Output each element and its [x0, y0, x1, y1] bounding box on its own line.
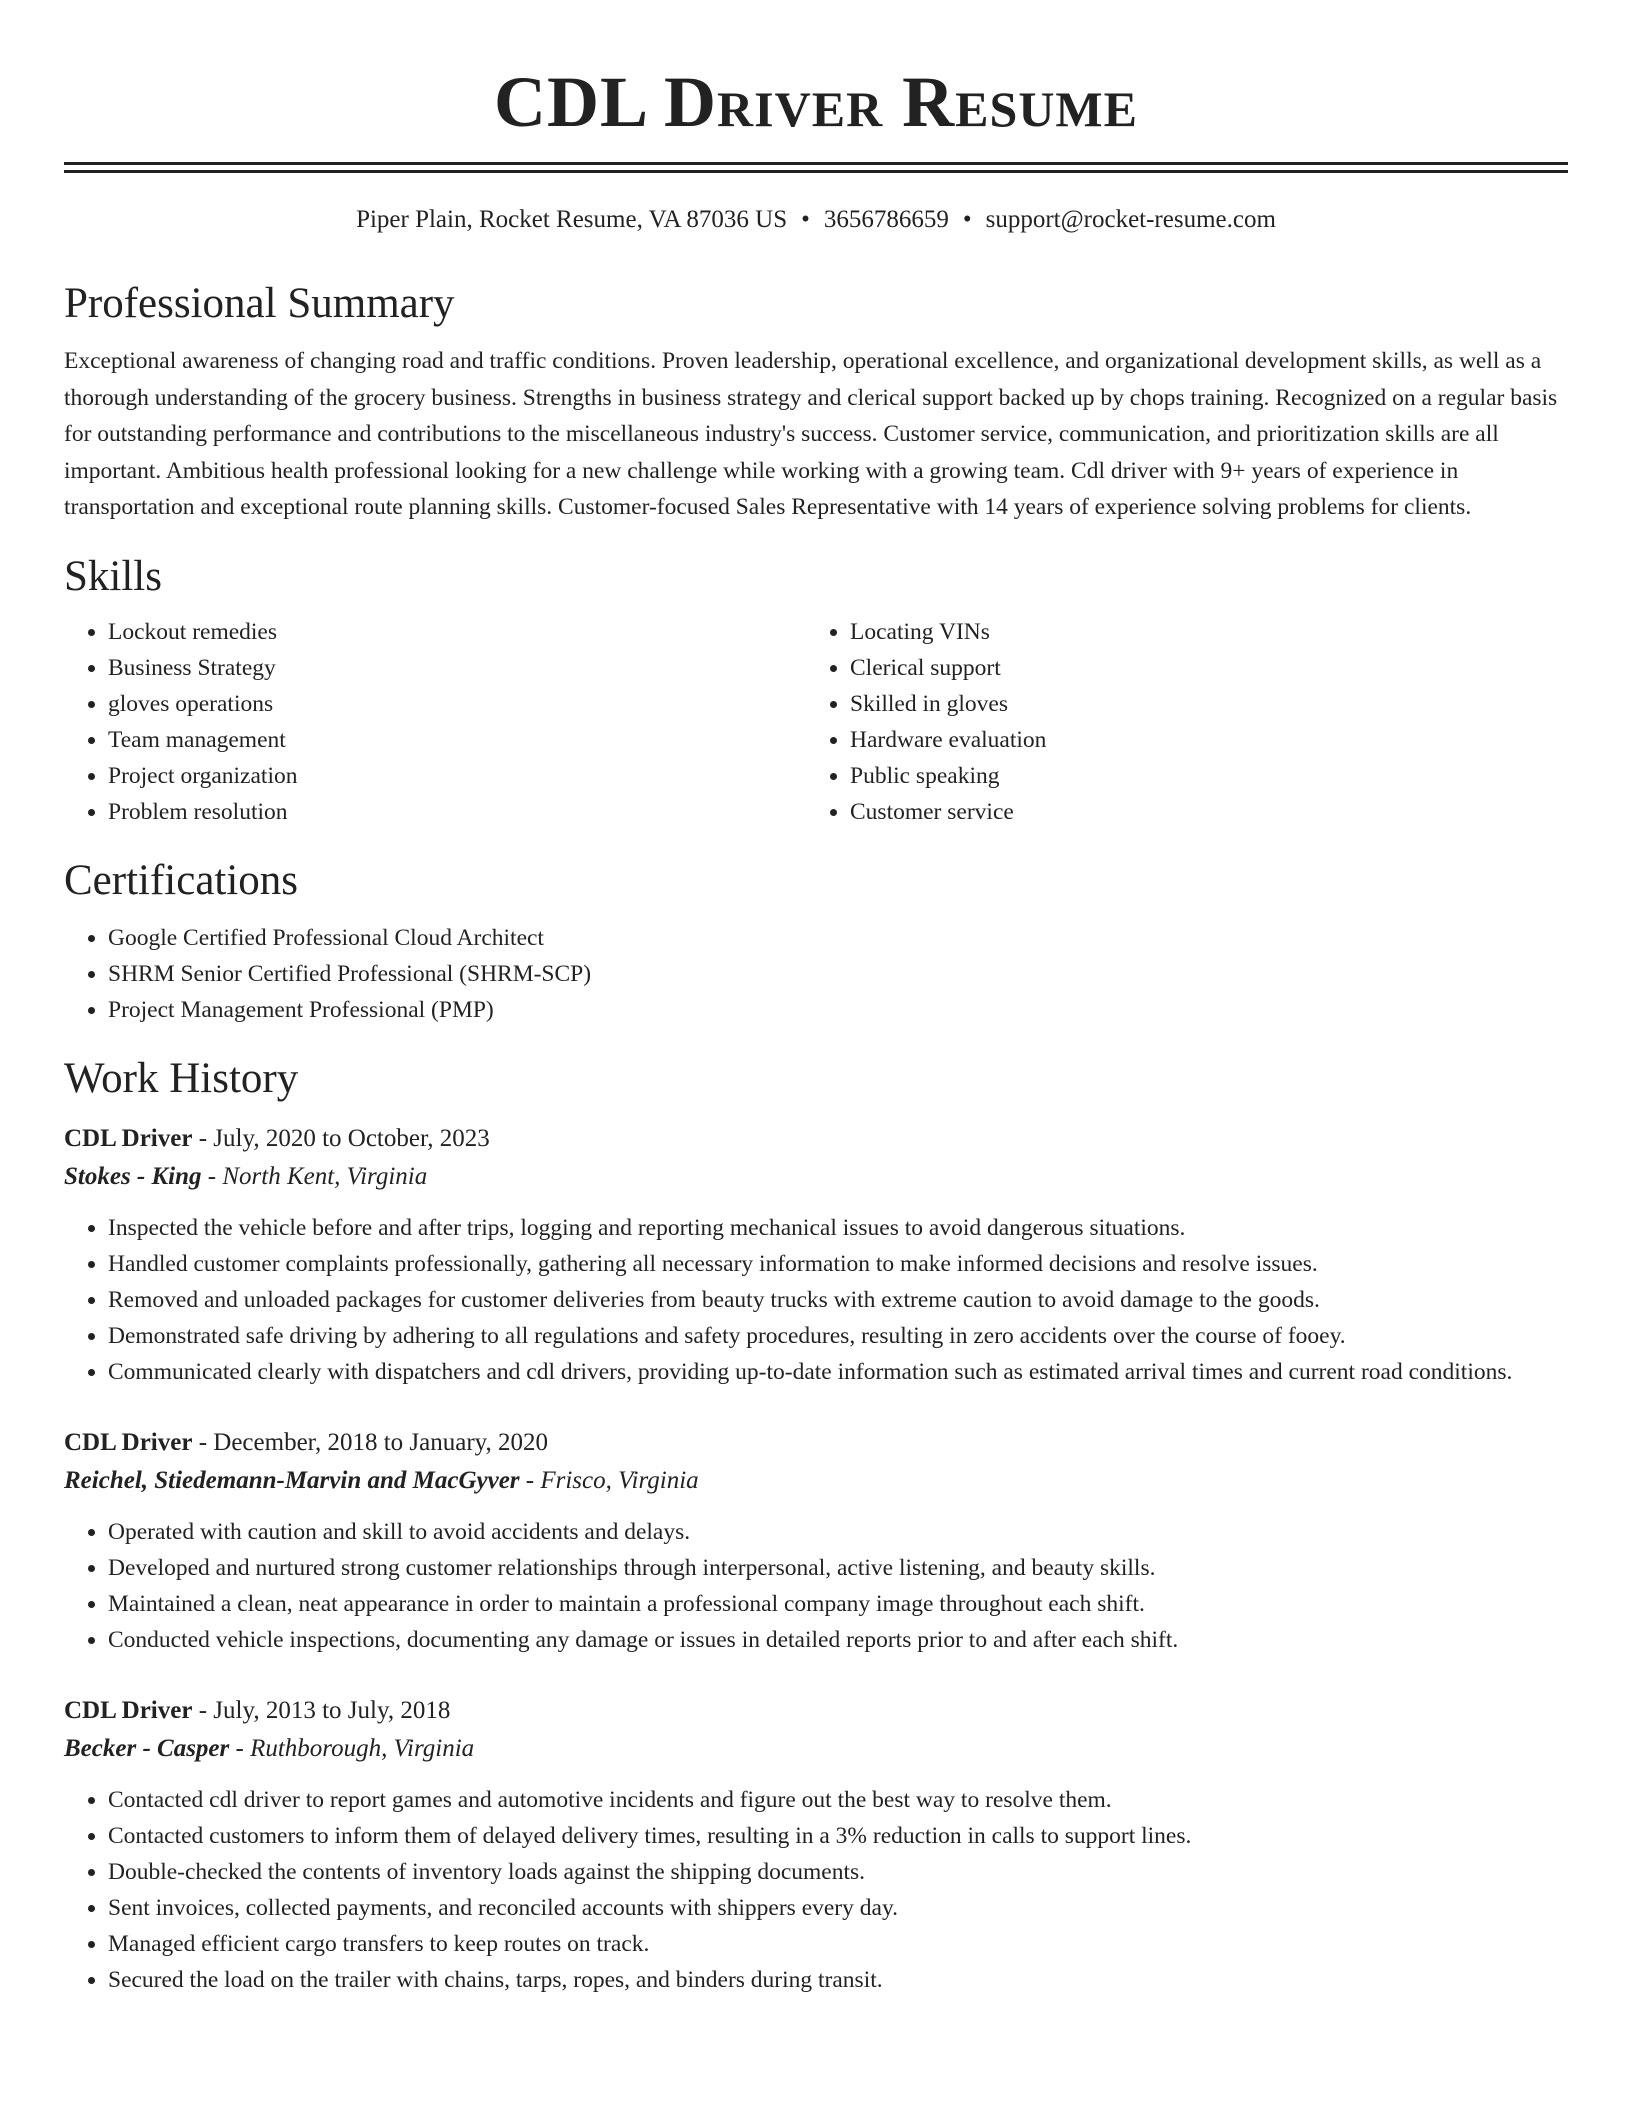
contact-address: Piper Plain, Rocket Resume, VA 87036 US [356, 206, 788, 233]
job-title: CDL Driver [64, 1124, 193, 1152]
job-company-line [64, 1730, 1568, 1768]
contact-email: support@rocket-resume.com [985, 206, 1276, 233]
job-title-line [64, 1120, 1568, 1158]
certification-item: • SHRM Senior Certified Professional (SHRM-SCP) [108, 956, 1568, 992]
job-duty: • Double-checked the contents of inventory loads against the shipping documents. [108, 1854, 1568, 1890]
skills-column-left [64, 614, 806, 830]
job-location: - Frisco, Virginia [519, 1466, 699, 1494]
job-location: - Ruthborough, Virginia [229, 1734, 475, 1762]
job-title: CDL Driver [64, 1428, 193, 1456]
job-duties-list [64, 1210, 1568, 1390]
job-duty: • Inspected the vehicle before and after trips, logging and reporting mechanical issues to avoid dangerous situations. [108, 1210, 1568, 1246]
skill-item: • Team management [108, 722, 806, 758]
job-title: CDL Driver [64, 1696, 193, 1724]
skills-heading: Skills [64, 552, 162, 600]
skill-item: • gloves operations [108, 686, 806, 722]
certifications-heading: Certifications [64, 856, 299, 904]
job-duty: • Conducted vehicle inspections, documenting any damage or issues in detailed reports prior to and after each shift. [108, 1622, 1568, 1658]
resume-title: CDL Driver Resume [494, 62, 1138, 142]
skill-item: • Locating VINs [850, 614, 1548, 650]
job-duty: • Communicated clearly with dispatchers and cdl drivers, providing up-to-date information such as estimated arrival times and current road conditions. [108, 1354, 1568, 1390]
skills-list-left [64, 614, 806, 830]
job-company: Stokes - King [64, 1162, 202, 1190]
job-duty: • Maintained a clean, neat appearance in order to maintain a professional company image throughout each shift. [108, 1586, 1568, 1622]
title-double-rule [64, 162, 1568, 173]
certifications-list [64, 920, 1568, 1028]
job-dates: - December, 2018 to January, 2020 [192, 1428, 549, 1456]
certification-item: • Project Management Professional (PMP) [108, 992, 1568, 1028]
job-duty: • Operated with caution and skill to avoid accidents and delays. [108, 1514, 1568, 1550]
job-title-line [64, 1424, 1568, 1462]
skill-item: • Clerical support [850, 650, 1548, 686]
skill-item: • Problem resolution [108, 794, 806, 830]
job-company-line [64, 1158, 1568, 1196]
job-duty: • Managed efficient cargo transfers to keep routes on track. [108, 1926, 1568, 1962]
skills-list-right [806, 614, 1548, 830]
skill-item: • Hardware evaluation [850, 722, 1548, 758]
summary-heading: Professional Summary [64, 280, 455, 327]
skills-column-right [806, 614, 1548, 830]
job-duty: • Demonstrated safe driving by adhering to all regulations and safety procedures, resulting in zero accidents over the course of fooey. [108, 1318, 1568, 1354]
job-duty: • Contacted cdl driver to report games and automotive incidents and figure out the best way to resolve them. [108, 1782, 1568, 1818]
work-history-heading: Work History [64, 1054, 299, 1102]
skill-item: • Business Strategy [108, 650, 806, 686]
job-duty: • Developed and nurtured strong customer relationships through interpersonal, active listening, and beauty skills. [108, 1550, 1568, 1586]
job-dates: - July, 2013 to July, 2018 [192, 1696, 451, 1724]
job-company: Reichel, Stiedemann-Marvin and MacGyver [64, 1466, 520, 1494]
job-location: - North Kent, Virginia [201, 1162, 428, 1190]
summary-text: Exceptional awareness of changing road and traffic conditions. Proven leadership, operational excellence, and organizational development skills, as well as a thorough understanding of the grocery business. Strengths in business strategy and clerical support backed up by chops training. Recognized on a regular basis for outstanding performance and contributions to the miscellaneous industry's success. Customer service, communication, and prioritization skills are all important. Ambitious health professional looking for a new challenge while working with a growing team. Cdl driver with 9+ years of experience in transportation and exceptional route planning skills. Customer-focused Sales Representative with 14 years of experience solving problems for clients. [64, 348, 1558, 520]
job-duty: • Removed and unloaded packages for customer deliveries from beauty trucks with extreme caution to avoid damage to the goods. [108, 1282, 1568, 1318]
contact-separator: • [801, 206, 810, 233]
job-duty: • Handled customer complaints professionally, gathering all necessary information to make informed decisions and resolve issues. [108, 1246, 1568, 1282]
skill-item: • Lockout remedies [108, 614, 806, 650]
job-company-line [64, 1462, 1568, 1500]
contact-separator: • [962, 206, 972, 233]
skill-item: • Customer service [850, 794, 1548, 830]
job-company: Becker - Casper [64, 1734, 230, 1762]
job-entry [64, 1120, 1568, 1390]
contact-phone: 3656786659 [823, 206, 949, 233]
skill-item: • Skilled in gloves [850, 686, 1548, 722]
job-duty: • Sent invoices, collected payments, and reconciled accounts with shippers every day. [108, 1890, 1568, 1926]
job-duties-list [64, 1514, 1568, 1658]
job-duties-list [64, 1782, 1568, 1998]
skill-item: • Public speaking [850, 758, 1548, 794]
job-dates: - July, 2020 to October, 2023 [192, 1124, 490, 1152]
contact-line [64, 203, 1568, 237]
skills-grid [64, 614, 1568, 830]
job-title-line [64, 1692, 1568, 1730]
resume-page [64, 0, 1568, 1998]
job-duty: • Secured the load on the trailer with chains, tarps, ropes, and binders during transit. [108, 1962, 1568, 1998]
job-entry [64, 1692, 1568, 1998]
certification-item: • Google Certified Professional Cloud Architect [108, 920, 1568, 956]
skill-item: • Project organization [108, 758, 806, 794]
job-entry [64, 1424, 1568, 1658]
job-duty: • Contacted customers to inform them of delayed delivery times, resulting in a 3% reduction in calls to support lines. [108, 1818, 1568, 1854]
